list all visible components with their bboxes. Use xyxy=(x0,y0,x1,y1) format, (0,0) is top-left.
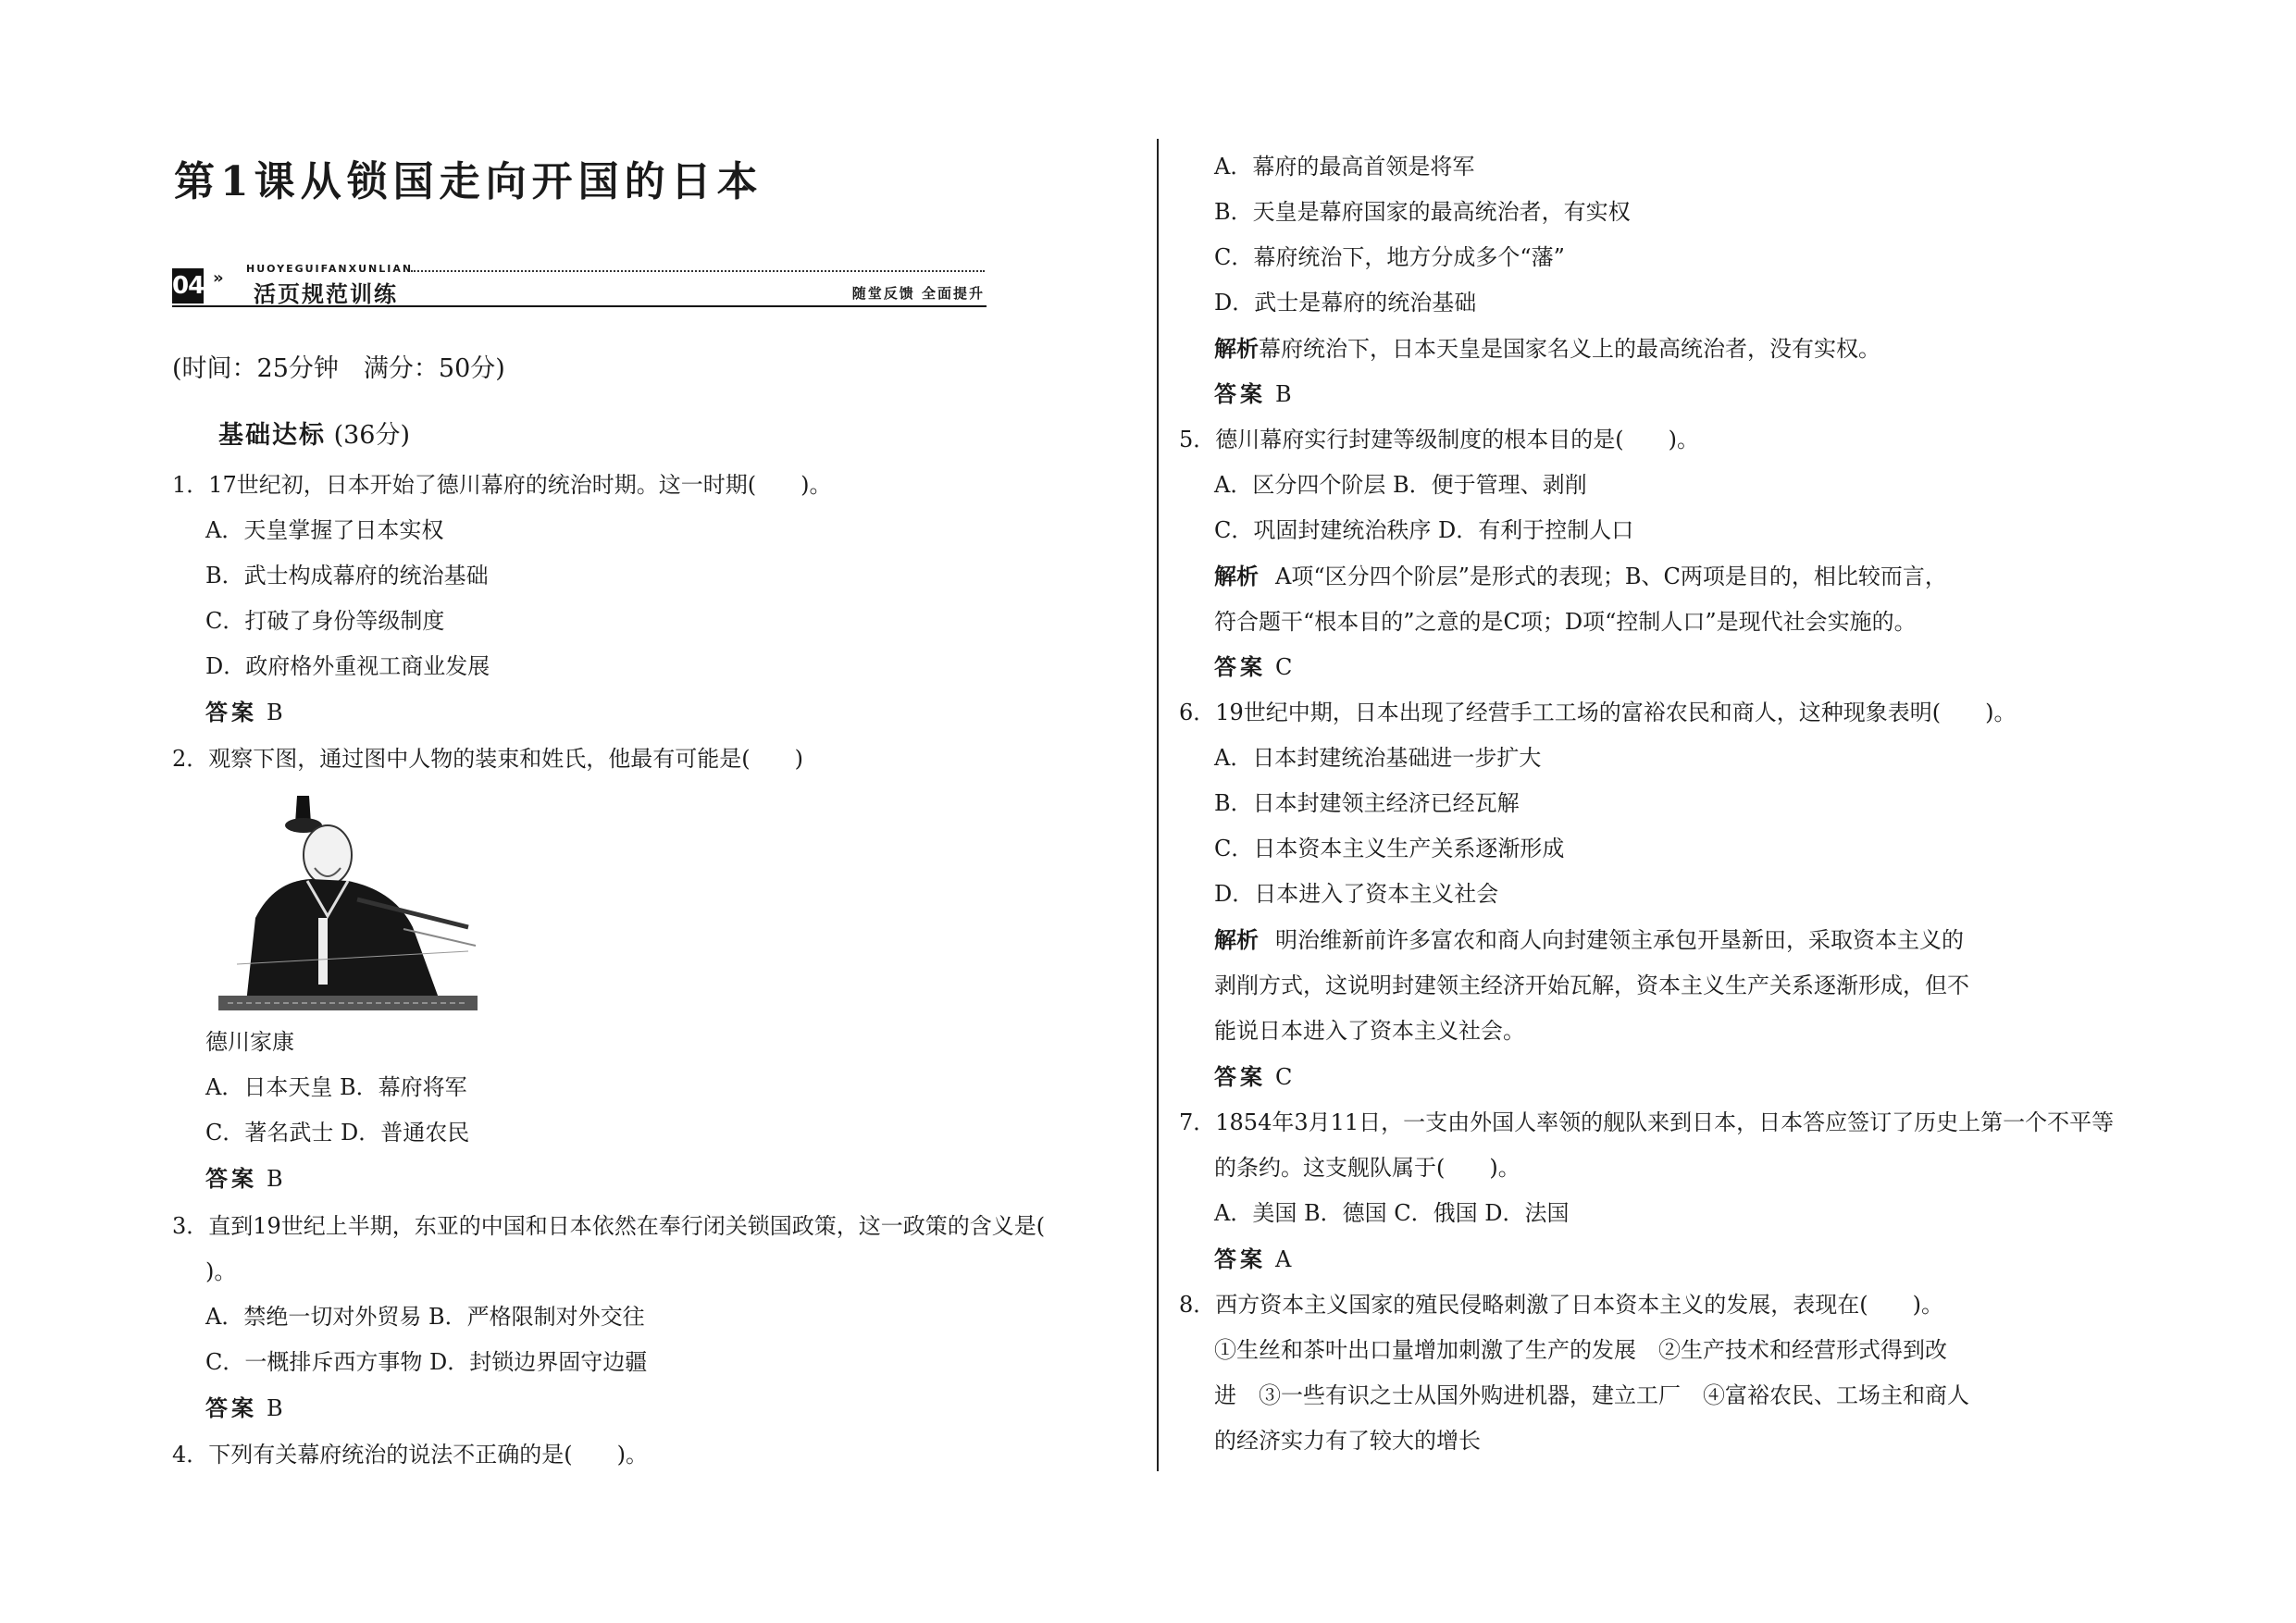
q1-option-b: B．武士构成幕府的统治基础 xyxy=(205,563,489,588)
q6-option-b: B．日本封建领主经济已经瓦解 xyxy=(1214,790,1520,816)
answer-label: 答案 xyxy=(205,1395,257,1421)
q3-options-ab: A．禁绝一切对外贸易 B．严格限制对外交往 xyxy=(205,1304,645,1330)
q4-option-c: C．幕府统治下，地方分成多个“藩” xyxy=(1214,244,1565,270)
q4-answer xyxy=(1214,376,1292,408)
q6-explanation-3: 能说日本进入了资本主义社会。 xyxy=(1214,1018,1525,1044)
banner-pinyin: HUOYEGUIFANXUNLIAN xyxy=(246,263,414,275)
section-heading xyxy=(218,415,410,451)
q8-statement-line-2: 进 ③一些有识之士从国外购进机器，建立工厂 ④富裕农民、工场主和商人 xyxy=(1214,1382,1969,1408)
q5-options-cd: C．巩固封建统治秩序 D．有利于控制人口 xyxy=(1214,517,1634,543)
q4-option-b: B．天皇是幕府国家的最高统治者，有实权 xyxy=(1214,199,1631,225)
q5-answer xyxy=(1214,649,1292,681)
section-points: (36分) xyxy=(333,421,411,450)
question-3-stem-cont: )。 xyxy=(205,1258,237,1284)
q2-options-ab: A．日本天皇 B．幕府将军 xyxy=(205,1074,467,1100)
answer-label: 答案 xyxy=(205,1166,257,1192)
banner-subtitle: 随堂反馈 全面提升 xyxy=(851,285,985,302)
q2-options-cd: C．著名武士 D．普通农民 xyxy=(205,1120,470,1146)
explanation-label: 解析 xyxy=(1214,336,1259,362)
answer-label: 答案 xyxy=(1214,381,1266,407)
answer-value: C xyxy=(1275,1064,1293,1090)
question-2-stem: 2．观察下图，通过图中人物的装束和姓氏，他最有可能是( ) xyxy=(172,746,803,772)
question-6-stem: 6．19世纪中期，日本出现了经营手工工场的富裕农民和商人，这种现象表明( )。 xyxy=(1179,700,2017,725)
q5-explanation-1 xyxy=(1214,558,1947,590)
double-chevron-icon: » xyxy=(213,268,224,288)
answer-value: B xyxy=(267,1395,283,1421)
banner-number-badge: 04 xyxy=(172,268,204,304)
explanation-text: 明治维新前许多富农和商人向封建领主承包开垦新田，采取资本主义的 xyxy=(1275,927,1964,953)
q1-option-c: C．打破了身份等级制度 xyxy=(205,608,445,634)
q6-explanation-2: 剥削方式，这说明封建领主经济开始瓦解，资本主义生产关系逐渐形成，但不 xyxy=(1214,973,1969,998)
q8-statement-line-1: ①生丝和茶叶出口量增加刺激了生产的发展 ②生产技术和经营形式得到改 xyxy=(1214,1337,1947,1363)
question-4-stem: 4．下列有关幕府统治的说法不正确的是( )。 xyxy=(172,1442,648,1468)
page-title: 第1课从锁国走向开国的日本 xyxy=(174,158,763,205)
q3-answer xyxy=(205,1390,283,1422)
answer-value: B xyxy=(267,700,283,725)
answer-value: A xyxy=(1275,1246,1292,1272)
q7-options: A．美国 B．德国 C．俄国 D．法国 xyxy=(1214,1200,1570,1226)
q4-explanation xyxy=(1214,330,1880,363)
q1-option-d: D．政府格外重视工商业发展 xyxy=(205,653,490,679)
explanation-text: A项“区分四个阶层”是形式的表现；B、C两项是目的，相比较而言， xyxy=(1275,564,1947,589)
q1-answer xyxy=(205,694,283,726)
question-7-stem-cont: 的条约。这支舰队属于( )。 xyxy=(1214,1155,1520,1181)
section-label: 基础达标 xyxy=(218,421,326,450)
q6-option-a: A．日本封建统治基础进一步扩大 xyxy=(1214,745,1542,771)
banner-label: 活页规范训练 xyxy=(254,281,398,307)
q5-explanation-2: 符合题干“根本目的”之意的是C项；D项“控制人口”是现代社会实施的。 xyxy=(1214,609,1917,635)
question-3-stem: 3．直到19世纪上半期，东亚的中国和日本依然在奉行闭关锁国政策，这一政策的含义是( xyxy=(172,1213,1046,1239)
answer-label: 答案 xyxy=(1214,654,1266,680)
q6-answer xyxy=(1214,1059,1292,1091)
answer-label: 答案 xyxy=(1214,1246,1266,1272)
tokugawa-portrait-image xyxy=(218,788,478,1010)
q6-explanation-1 xyxy=(1214,922,1964,954)
q6-option-c: C．日本资本主义生产关系逐渐形成 xyxy=(1214,836,1565,861)
banner-underline xyxy=(172,305,987,307)
answer-value: B xyxy=(1275,381,1292,407)
q2-answer xyxy=(205,1160,283,1193)
answer-label: 答案 xyxy=(1214,1064,1266,1090)
q2-image-caption: 德川家康 xyxy=(205,1029,294,1055)
question-1-stem: 1．17世纪初，日本开始了德川幕府的统治时期。这一时期( )。 xyxy=(172,472,832,498)
section-banner xyxy=(172,263,987,307)
question-5-stem: 5．德川幕府实行封建等级制度的根本目的是( )。 xyxy=(1179,427,1699,452)
q4-option-a: A．幕府的最高首领是将军 xyxy=(1214,154,1475,180)
q3-options-cd: C．一概排斥西方事物 D．封锁边界固守边疆 xyxy=(205,1349,648,1375)
explanation-text: 幕府统治下，日本天皇是国家名义上的最高统治者，没有实权。 xyxy=(1259,336,1880,362)
q7-answer xyxy=(1214,1241,1291,1273)
q8-statement-line-3: 的经济实力有了较大的增长 xyxy=(1214,1428,1481,1454)
explanation-label: 解析 xyxy=(1214,927,1259,953)
answer-value: B xyxy=(267,1166,283,1192)
q4-option-d: D．武士是幕府的统治基础 xyxy=(1214,290,1477,316)
question-8-stem: 8．西方资本主义国家的殖民侵略刺激了日本资本主义的发展，表现在( )。 xyxy=(1179,1292,1943,1318)
question-7-stem: 7．1854年3月11日，一支由外国人率领的舰队来到日本，日本答应签订了历史上第一个不平等 xyxy=(1179,1109,2115,1135)
q6-option-d: D．日本进入了资本主义社会 xyxy=(1214,881,1499,907)
q5-options-ab: A．区分四个阶层 B．便于管理、剥削 xyxy=(1214,472,1587,498)
banner-dotted-rule xyxy=(411,270,985,272)
time-info: (时间：25分钟 满分：50分) xyxy=(172,354,505,383)
answer-value: C xyxy=(1275,654,1293,680)
explanation-label: 解析 xyxy=(1214,564,1259,589)
answer-label: 答案 xyxy=(205,700,257,725)
q1-option-a: A．天皇掌握了日本实权 xyxy=(205,517,444,543)
column-divider xyxy=(1157,139,1159,1471)
